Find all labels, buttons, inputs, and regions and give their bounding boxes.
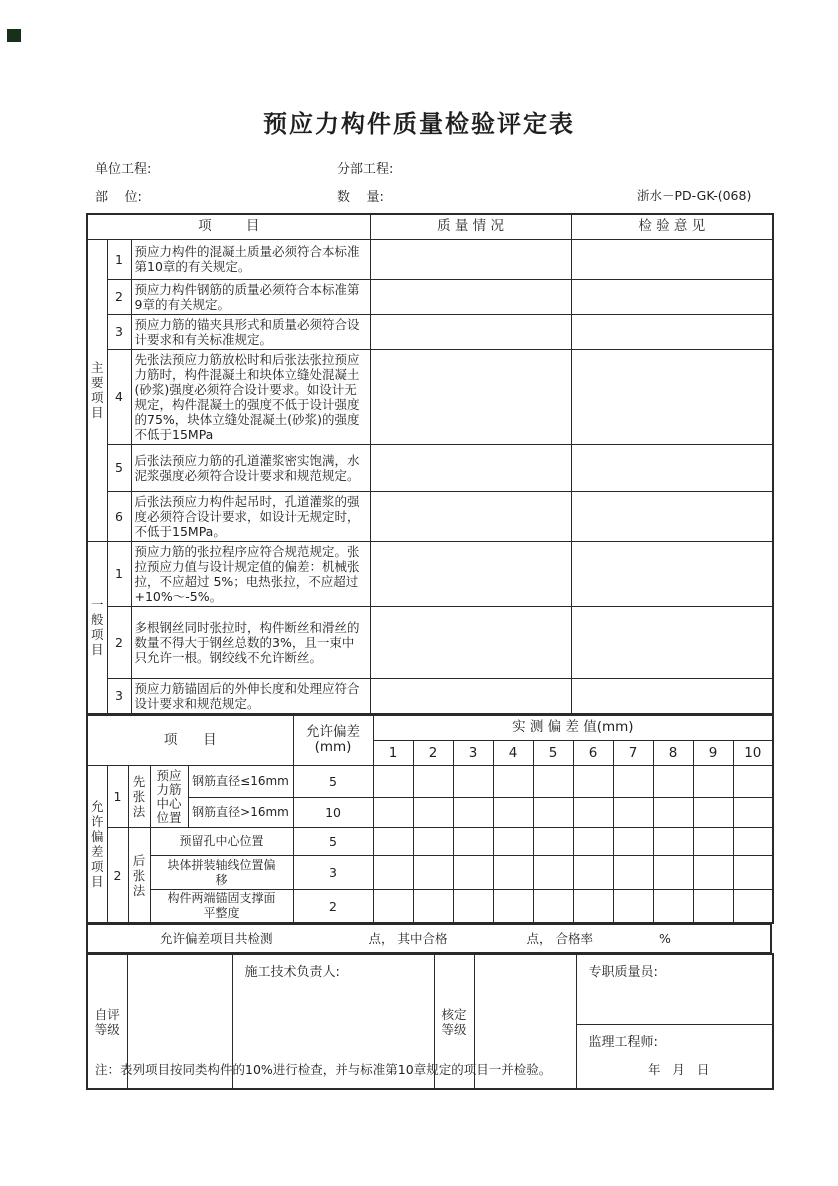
deviation-item-label: 预留孔中心位置: [150, 828, 293, 856]
item-text: 先张法预应力筋放松时和后张法张拉预应力筋时，构件混凝土和块体立缝处混凝土(砂浆)强度必须符合设计要求。如设计无规定，构件混凝土的强度不低于设计强度的75%，块体立缝处混凝土(砂浆)的强度不低于15MPa: [131, 349, 370, 444]
item-text: 后张法预应力构件起吊时，孔道灌浆的强度必须符合设计要求，如设计无规定时，不低于15MPa。: [131, 491, 370, 541]
supervisor-sign-cell: 监理工程师:: [576, 1024, 773, 1089]
measured-cell: [653, 890, 693, 924]
row-number: 1: [107, 541, 131, 606]
measured-cell: [733, 828, 773, 856]
section-label-deviation: 允许偏差项目: [87, 766, 107, 924]
measured-cell: [413, 828, 453, 856]
summary-row: [87, 924, 771, 953]
deviation-col-header-allowed: 允许偏差 (mm): [293, 715, 373, 766]
measure-col-9: 9: [693, 741, 733, 766]
summary-percent-sign: %: [658, 931, 671, 946]
opinion-cell: [571, 606, 773, 678]
item-text: 预应力筋锚固后的外伸长度和处理应符合设计要求和规范规定。: [131, 678, 370, 714]
opinion-cell: [571, 349, 773, 444]
measured-cell: [733, 766, 773, 798]
quality-cell: [370, 541, 571, 606]
measured-cell: [373, 828, 413, 856]
measured-cell: [693, 856, 733, 890]
opinion-cell: [571, 314, 773, 349]
measured-cell: [653, 856, 693, 890]
row-number: 2: [107, 279, 131, 314]
measured-cell: [373, 890, 413, 924]
measured-cell: [573, 766, 613, 798]
division-project-label: 分部工程:: [337, 162, 394, 177]
section-label-general: 一般项目: [87, 541, 107, 714]
measured-cell: [453, 798, 493, 828]
row-number: 6: [107, 491, 131, 541]
method-label-pretension: 先张法: [128, 766, 150, 828]
opinion-cell: [571, 678, 773, 714]
measure-col-6: 6: [573, 741, 613, 766]
measured-cell: [373, 766, 413, 798]
group-number: 2: [107, 828, 128, 924]
measured-cell: [453, 856, 493, 890]
measured-cell: [453, 828, 493, 856]
measured-cell: [533, 890, 573, 924]
deviation-col-header-measured: 实 测 偏 差 值(mm): [373, 715, 773, 741]
quality-cell: [370, 279, 571, 314]
quality-cell: [370, 678, 571, 714]
measure-col-2: 2: [413, 741, 453, 766]
quality-cell: [370, 444, 571, 491]
page-title: 预应力构件质量检验评定表: [263, 110, 575, 138]
opinion-cell: [571, 444, 773, 491]
quality-cell: [370, 349, 571, 444]
measured-cell: [573, 798, 613, 828]
row-number: 4: [107, 349, 131, 444]
measured-cell: [493, 828, 533, 856]
item-text: 多根钢丝同时张拉时，构件断丝和滑丝的数量不得大于钢丝总数的3%，且一束中只允许一根。钢绞线不允许断丝。: [131, 606, 370, 678]
measured-cell: [693, 828, 733, 856]
measured-cell: [493, 766, 533, 798]
measured-cell: [693, 798, 733, 828]
item-text: 预应力筋的锚夹具形式和质量必须符合设计要求和有关标准规定。: [131, 314, 370, 349]
row-number: 3: [107, 314, 131, 349]
deviation-col-header-item: 项 目: [87, 715, 293, 766]
measured-cell: [533, 798, 573, 828]
summary-checked-label: 允许偏差项目共检测: [160, 931, 273, 946]
verify-rating-label: 核定等级: [434, 954, 474, 1089]
quality-cell: [370, 239, 571, 279]
allowed-value: 10: [293, 798, 373, 828]
measured-cell: [693, 766, 733, 798]
unit-project-label: 单位工程:: [95, 162, 152, 177]
measured-cell: [733, 890, 773, 924]
opinion-cell: [571, 541, 773, 606]
summary-rate-label: 点， 合格率: [526, 931, 593, 946]
col-header-quality: 质 量 情 况: [370, 214, 571, 239]
measured-cell: [533, 856, 573, 890]
measured-cell: [693, 890, 733, 924]
measure-col-8: 8: [653, 741, 693, 766]
measured-cell: [613, 890, 653, 924]
measured-cell: [373, 798, 413, 828]
opinion-cell: [571, 279, 773, 314]
measured-cell: [613, 798, 653, 828]
measured-cell: [733, 798, 773, 828]
sub-label-tendon-center: 预应力筋中心位置: [150, 766, 188, 828]
measure-col-7: 7: [613, 741, 653, 766]
measured-cell: [653, 766, 693, 798]
measured-cell: [493, 856, 533, 890]
form-table: [86, 213, 772, 1090]
measured-cell: [573, 890, 613, 924]
measured-cell: [413, 856, 453, 890]
quality-cell: [370, 606, 571, 678]
section-label-major: 主要项目: [87, 239, 107, 541]
measured-cell: [653, 798, 693, 828]
method-label-posttension: 后张法: [128, 828, 150, 924]
row-number: 5: [107, 444, 131, 491]
allowed-value: 3: [293, 856, 373, 890]
scan-corner-mark: [7, 29, 21, 42]
date-placeholder: 年 月 日: [648, 1062, 710, 1077]
col-header-item: 项 目: [87, 214, 370, 239]
allowed-value: 5: [293, 766, 373, 798]
item-text: 预应力筋的张拉程序应符合规范规定。张拉预应力值与设计规定值的偏差：机械张拉，不应超过 5%；电热张拉，不应超过+10%～-5%。: [131, 541, 370, 606]
measured-cell: [533, 828, 573, 856]
deviation-item-label: 钢筋直径≤16mm: [188, 766, 293, 798]
measured-cell: [413, 890, 453, 924]
measure-col-10: 10: [733, 741, 773, 766]
measured-cell: [493, 890, 533, 924]
self-rating-label: 自评等级: [87, 954, 127, 1089]
summary-table: [86, 923, 772, 954]
quality-cell: [370, 491, 571, 541]
quality-officer-sign-cell: 专职质量员:: [576, 954, 773, 1024]
item-text: 预应力构件钢筋的质量必须符合本标准第9章的有关规定。: [131, 279, 370, 314]
allowed-value: 2: [293, 890, 373, 924]
measured-cell: [413, 798, 453, 828]
main-items-table: [86, 213, 774, 715]
quantity-label: 数 量:: [337, 190, 384, 205]
measured-cell: [613, 766, 653, 798]
deviation-table: [86, 714, 774, 925]
measured-cell: [453, 890, 493, 924]
form-code: 浙水－PD-GK-(068): [637, 188, 752, 203]
opinion-cell: [571, 491, 773, 541]
measured-cell: [733, 856, 773, 890]
part-label: 部 位:: [95, 190, 142, 205]
deviation-item-label: 构件两端锚固支撑面平整度: [150, 890, 293, 924]
tech-lead-sign-cell: 施工技术负责人:: [232, 954, 434, 1089]
measured-cell: [493, 798, 533, 828]
measure-col-1: 1: [373, 741, 413, 766]
measure-col-4: 4: [493, 741, 533, 766]
opinion-cell: [571, 239, 773, 279]
item-text: 后张法预应力筋的孔道灌浆密实饱满，水泥浆强度必须符合设计要求和规范规定。: [131, 444, 370, 491]
group-number: 1: [107, 766, 128, 828]
measured-cell: [653, 828, 693, 856]
row-number: 2: [107, 606, 131, 678]
measured-cell: [613, 856, 653, 890]
deviation-item-label: 块体拼装轴线位置偏移: [150, 856, 293, 890]
measure-col-3: 3: [453, 741, 493, 766]
measured-cell: [613, 828, 653, 856]
quality-cell: [370, 314, 571, 349]
row-number: 1: [107, 239, 131, 279]
measured-cell: [373, 856, 413, 890]
item-text: 预应力构件的混凝土质量必须符合本标准第10章的有关规定。: [131, 239, 370, 279]
allowed-value: 5: [293, 828, 373, 856]
deviation-item-label: 钢筋直径>16mm: [188, 798, 293, 828]
measured-cell: [573, 828, 613, 856]
measured-cell: [453, 766, 493, 798]
row-number: 3: [107, 678, 131, 714]
measured-cell: [413, 766, 453, 798]
measure-col-5: 5: [533, 741, 573, 766]
footnote: 注：表列项目按同类构件的10%进行检查，并与标准第10章规定的项目一并检验。: [95, 1062, 552, 1077]
measured-cell: [573, 856, 613, 890]
measured-cell: [533, 766, 573, 798]
col-header-opinion: 检 验 意 见: [571, 214, 773, 239]
summary-passed-label: 点， 其中合格: [368, 931, 448, 946]
